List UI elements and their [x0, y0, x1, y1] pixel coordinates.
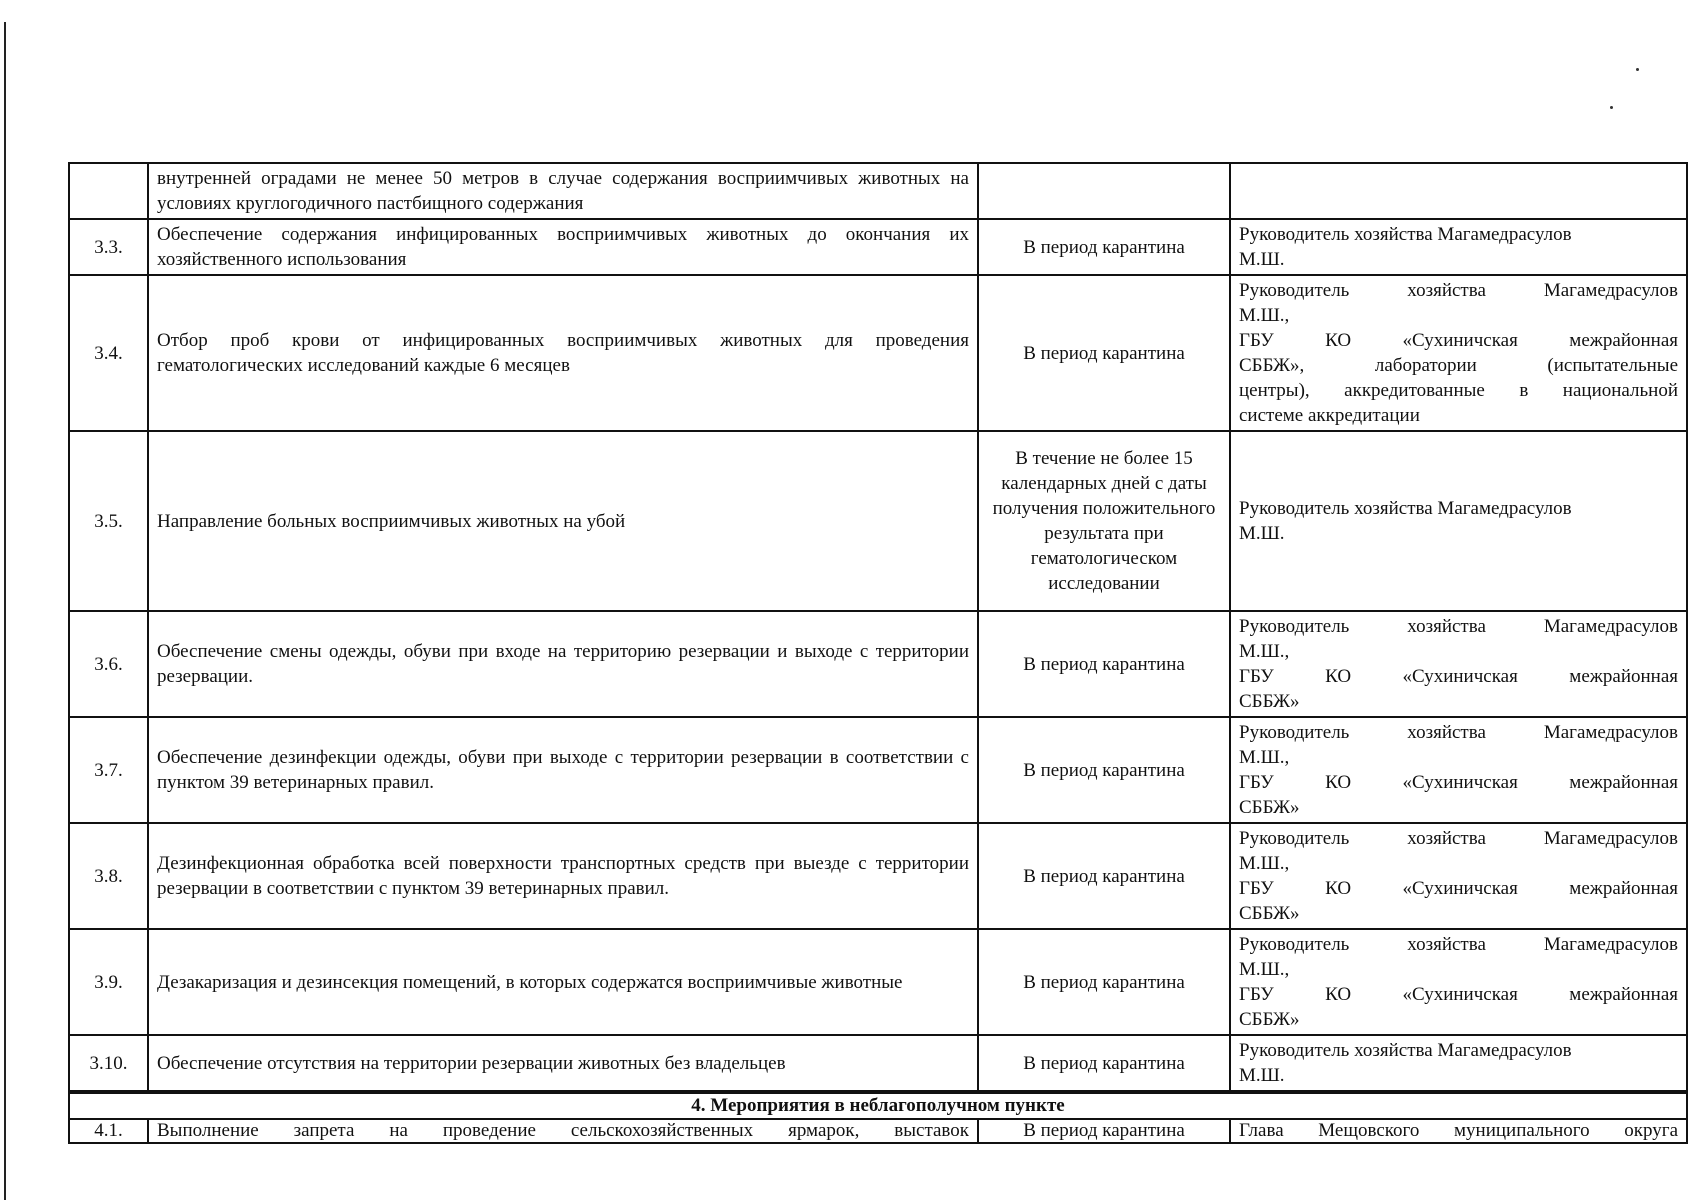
responsible-line: М.Ш., — [1239, 747, 1290, 768]
item-description: Дезинфекционная обработка всей поверхности транспортных средств при выезде с территории резервации в соответствии с пунктом 39 ветеринарных правил. — [148, 823, 978, 929]
item-period: В период карантина — [978, 219, 1230, 275]
item-number: 3.8. — [69, 823, 148, 929]
table-row — [69, 717, 1687, 823]
scan-edge-line — [4, 22, 6, 1200]
action-plan-body — [69, 163, 1687, 1143]
responsible-line: Руководитель хозяйства Магамедрасулов — [1239, 280, 1678, 301]
item-period: В период карантина — [978, 929, 1230, 1035]
item-description: внутренней оградами не менее 50 метров в случае содержания восприимчивых животных на условиях круглогодичного пастбищного содержания — [148, 163, 978, 219]
responsible-line: ГБУ КО «Сухиничская межрайонная — [1239, 666, 1678, 687]
responsible-line: М.Ш. — [1239, 249, 1285, 270]
item-number: 3.10. — [69, 1035, 148, 1092]
item-description: Обеспечение смены одежды, обуви при входе на территорию резервации и выходе с территории резервации. — [148, 611, 978, 717]
item-responsible: Глава Мещовского муниципального округа — [1230, 1119, 1687, 1143]
responsible-line: СББЖ», лаборатории (испытательные — [1239, 355, 1678, 376]
responsible-line: ГБУ КО «Сухиничская межрайонная — [1239, 772, 1678, 793]
item-responsible — [1230, 1035, 1687, 1092]
table-row — [69, 929, 1687, 1035]
item-description: Обеспечение отсутствия на территории резервации животных без владельцев — [148, 1035, 978, 1092]
item-description: Обеспечение содержания инфицированных восприимчивых животных до окончания их хозяйственного использования — [148, 219, 978, 275]
item-responsible — [1230, 431, 1687, 611]
section-heading: 4. Мероприятия в неблагополучном пункте — [69, 1092, 1687, 1119]
action-plan-table — [68, 162, 1688, 1144]
table-row — [69, 611, 1687, 717]
item-description: Отбор проб крови от инфицированных восприимчивых животных для проведения гематологических исследований каждые 6 месяцев — [148, 275, 978, 431]
item-description: Выполнение запрета на проведение сельскохозяйственных ярмарок, выставок — [148, 1119, 978, 1143]
item-responsible — [1230, 275, 1687, 431]
responsible-line: М.Ш. — [1239, 1065, 1285, 1086]
responsible-line: ГБУ КО «Сухиничская межрайонная — [1239, 330, 1678, 351]
item-responsible — [1230, 717, 1687, 823]
item-description: Направление больных восприимчивых животных на убой — [148, 431, 978, 611]
item-number: 4.1. — [69, 1119, 148, 1143]
item-responsible — [1230, 929, 1687, 1035]
responsible-line: СББЖ» — [1239, 797, 1300, 818]
responsible-line: Руководитель хозяйства Магамедрасулов — [1239, 934, 1678, 955]
item-number: 3.6. — [69, 611, 148, 717]
item-number — [69, 163, 148, 219]
table-row — [69, 163, 1687, 219]
responsible-line: системе аккредитации — [1239, 405, 1420, 426]
item-number: 3.9. — [69, 929, 148, 1035]
scan-speck — [1636, 68, 1639, 71]
responsible-line: Руководитель хозяйства Магамедрасулов — [1239, 616, 1678, 637]
section-heading-row — [69, 1092, 1687, 1119]
item-responsible — [1230, 823, 1687, 929]
item-period — [978, 163, 1230, 219]
item-description: Дезакаризация и дезинсекция помещений, в которых содержатся восприимчивые животные — [148, 929, 978, 1035]
responsible-line: М.Ш., — [1239, 641, 1290, 662]
responsible-line: ГБУ КО «Сухиничская межрайонная — [1239, 984, 1678, 1005]
item-responsible — [1230, 219, 1687, 275]
responsible-line: ГБУ КО «Сухиничская межрайонная — [1239, 878, 1678, 899]
item-number: 3.7. — [69, 717, 148, 823]
item-responsible — [1230, 611, 1687, 717]
responsible-line: СББЖ» — [1239, 691, 1300, 712]
responsible-line: Руководитель хозяйства Магамедрасулов — [1239, 828, 1678, 849]
item-period: В течение не более 15 календарных дней с даты получения положительного результата при гематологическом исследовании — [978, 431, 1230, 611]
responsible-line: Руководитель хозяйства Магамедрасулов — [1239, 224, 1572, 245]
item-responsible — [1230, 163, 1687, 219]
responsible-line: М.Ш., — [1239, 853, 1290, 874]
responsible-line: СББЖ» — [1239, 1009, 1300, 1030]
table-row — [69, 219, 1687, 275]
responsible-line: М.Ш. — [1239, 523, 1285, 544]
item-period: В период карантина — [978, 1119, 1230, 1143]
item-description: Обеспечение дезинфекции одежды, обуви при выходе с территории резервации в соответствии с пунктом 39 ветеринарных правил. — [148, 717, 978, 823]
table-row — [69, 823, 1687, 929]
responsible-line: Руководитель хозяйства Магамедрасулов — [1239, 722, 1678, 743]
item-period: В период карантина — [978, 611, 1230, 717]
responsible-line: Руководитель хозяйства Магамедрасулов — [1239, 498, 1572, 519]
responsible-line: М.Ш., — [1239, 305, 1290, 326]
item-number: 3.5. — [69, 431, 148, 611]
table-row — [69, 1119, 1687, 1143]
item-period: В период карантина — [978, 275, 1230, 431]
table-row — [69, 431, 1687, 611]
table-row — [69, 1035, 1687, 1092]
scan-speck — [1610, 106, 1613, 109]
responsible-line: Руководитель хозяйства Магамедрасулов — [1239, 1040, 1572, 1061]
table-row — [69, 275, 1687, 431]
item-period: В период карантина — [978, 717, 1230, 823]
item-period: В период карантина — [978, 823, 1230, 929]
item-number: 3.4. — [69, 275, 148, 431]
responsible-line: М.Ш., — [1239, 959, 1290, 980]
item-period: В период карантина — [978, 1035, 1230, 1092]
responsible-line: центры), аккредитованные в национальной — [1239, 380, 1678, 401]
responsible-line: СББЖ» — [1239, 903, 1300, 924]
item-number: 3.3. — [69, 219, 148, 275]
